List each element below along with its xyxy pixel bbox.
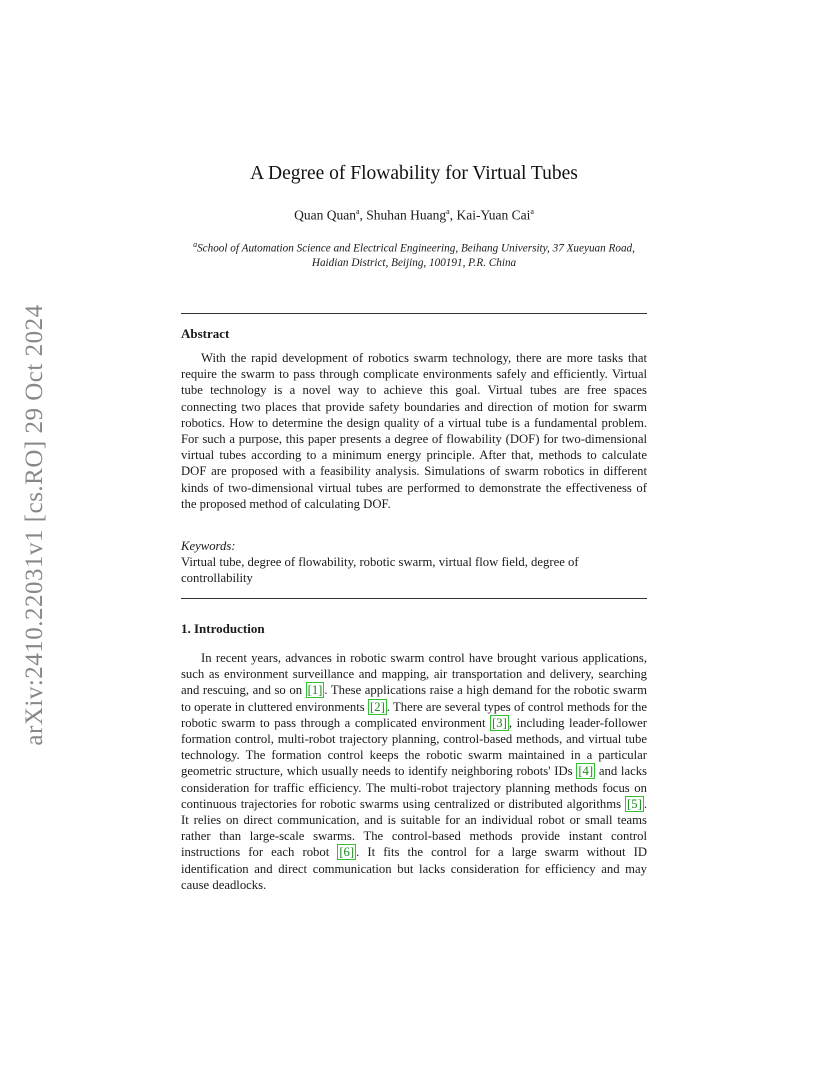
affiliation-mark: a — [530, 207, 534, 216]
keywords-text: Virtual tube, degree of flowability, robotic swarm, virtual flow field, degree of controllability — [181, 555, 579, 586]
abstract-heading: Abstract — [181, 326, 230, 341]
abstract-text: With the rapid development of robotics swarm technology, there are more tasks that require the swarm to pass through complicate environments safely and efficiently. Virtual tube technology is a novel way to achieve this goal. Virtual tubes are free spaces connecting two places that provide safety boundaries and direction of motion for swarm robotics. How to determine the design quality of a virtual tube is a fundamental problem. For such a purpose, this paper presents a degree of flowability (DOF) for two-dimensional virtual tubes according to a minimum energy principle. After that, methods to calculate DOF are proposed with a feasibility analysis. Simulations of swarm robotics in different kinds of two-dimensional virtual tubes are performed to demonstrate the effectiveness of the proposed method of calculating DOF. — [181, 351, 647, 511]
introduction-text: and lacks consideration for traffic efficiency. The multi-robot trajectory planning methods focus on continuous trajectories for robotic swarms using centralized or distributed algorithms — [181, 764, 647, 811]
introduction-text: . It fits the control for a large swarm without ID identification and direct communication but lacks consideration for efficiency and may cause deadlocks. — [181, 845, 647, 892]
keywords-heading: Keywords: — [181, 539, 236, 553]
citation-link[interactable]: [1] — [307, 683, 323, 698]
abstract-top-rule — [181, 313, 647, 314]
citation-link[interactable]: [3] — [492, 715, 507, 730]
introduction-paragraph — [181, 650, 647, 893]
section-heading-introduction: 1. Introduction — [181, 621, 265, 636]
introduction-text: . There are several types of control methods for the robotic swarm to pass through a complicated environment — [181, 699, 648, 730]
author-separator: , — [359, 207, 367, 223]
affiliation-mark: a — [446, 207, 450, 216]
paper-title: A Degree of Flowability for Virtual Tubes — [250, 163, 578, 184]
citation-link[interactable]: [6] — [339, 845, 355, 860]
introduction-text: In recent years, advances in robotic swarm control have brought various applications, such as environment surveillance and mapping, air transportation and delivery, searching and rescuing, and so on — [181, 651, 647, 698]
abstract-bottom-rule — [181, 598, 647, 599]
author-name: Kai-Yuan Cai — [456, 207, 531, 223]
citation-link[interactable]: [5] — [627, 796, 642, 811]
affiliation — [181, 238, 647, 270]
introduction-text: . These applications raise a high demand for the robotic swarm to operate in cluttered environments — [181, 683, 647, 714]
introduction-text: . It relies on direct communication, and is suitable for an individual robot or small teams rather than large-scale swarms. The control-based methods provide instant control instructions for each robot — [181, 796, 647, 860]
author-list — [0, 207, 828, 224]
introduction-text: , including leader-follower formation control, multi-robot trajectory planning, control-based methods, and virtual tube technology. The formation control keeps the robotic swarm maintained in a particular geometric structure, which usually needs to identify neighboring robots' IDs — [181, 715, 647, 779]
citation-link[interactable]: [4] — [578, 764, 594, 779]
arxiv-identifier: arXiv:2410.22031v1 [cs.RO] 29 Oct 2024 — [21, 304, 48, 746]
author-name: Quan Quan — [294, 207, 356, 223]
affiliation-mark: a — [355, 207, 360, 216]
author-name: Shuhan Huang — [366, 207, 447, 223]
affiliation-text: School of Automation Science and Electrical Engineering, Beihang University, 37 Xueyuan Road, Haidian District, Beijing, 100191, P.R. China — [197, 242, 635, 269]
citation-link[interactable]: [2] — [370, 699, 385, 714]
author-separator: , — [449, 207, 457, 223]
affiliation-mark: a — [193, 240, 198, 249]
